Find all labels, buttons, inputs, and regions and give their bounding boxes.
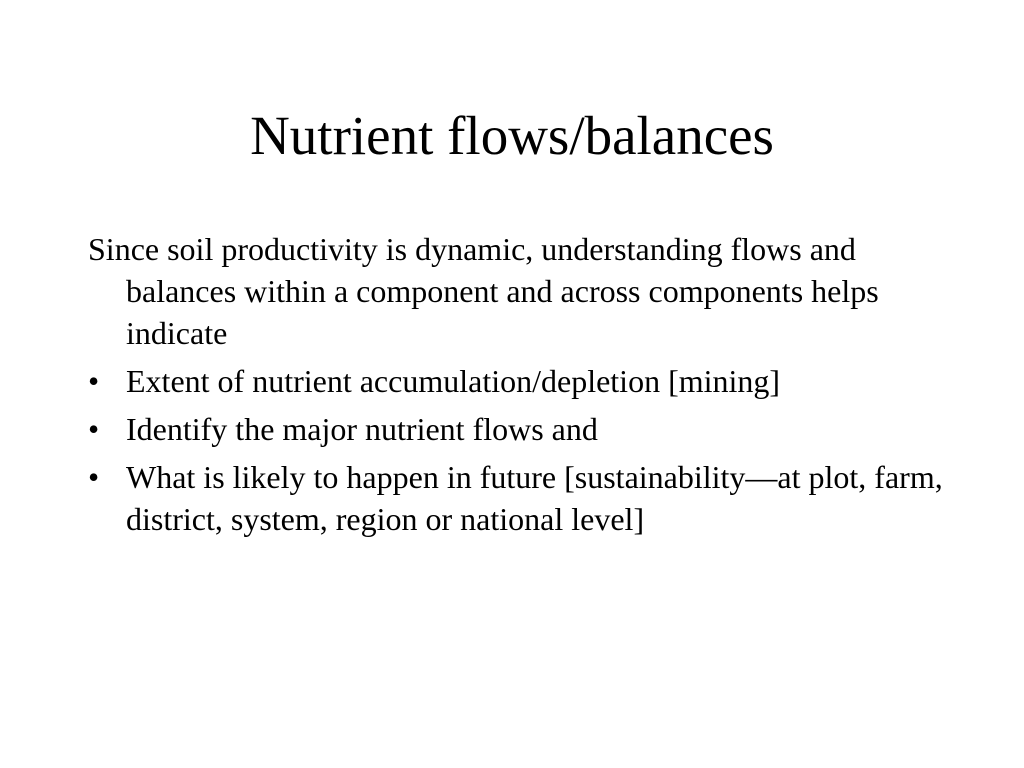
bullet-icon: • — [88, 411, 100, 447]
bullet-item — [88, 360, 948, 402]
slide-title: Nutrient flows/balances — [250, 105, 774, 166]
bullet-icon: • — [88, 363, 100, 399]
bullet-item — [88, 456, 948, 540]
bullet-text: Extent of nutrient accumulation/depletion [mining] — [126, 363, 781, 399]
bullet-icon: • — [88, 459, 100, 495]
intro-paragraph: Since soil productivity is dynamic, understanding flows and balances within a component and across components helps indicate — [88, 231, 879, 351]
bullet-list — [88, 360, 948, 540]
bullet-text: What is likely to happen in future [sustainability—at plot, farm, district, system, region or national level] — [126, 459, 943, 537]
bullet-text: Identify the major nutrient flows and — [126, 411, 598, 447]
bullet-item — [88, 408, 948, 450]
slide-body — [88, 228, 948, 540]
